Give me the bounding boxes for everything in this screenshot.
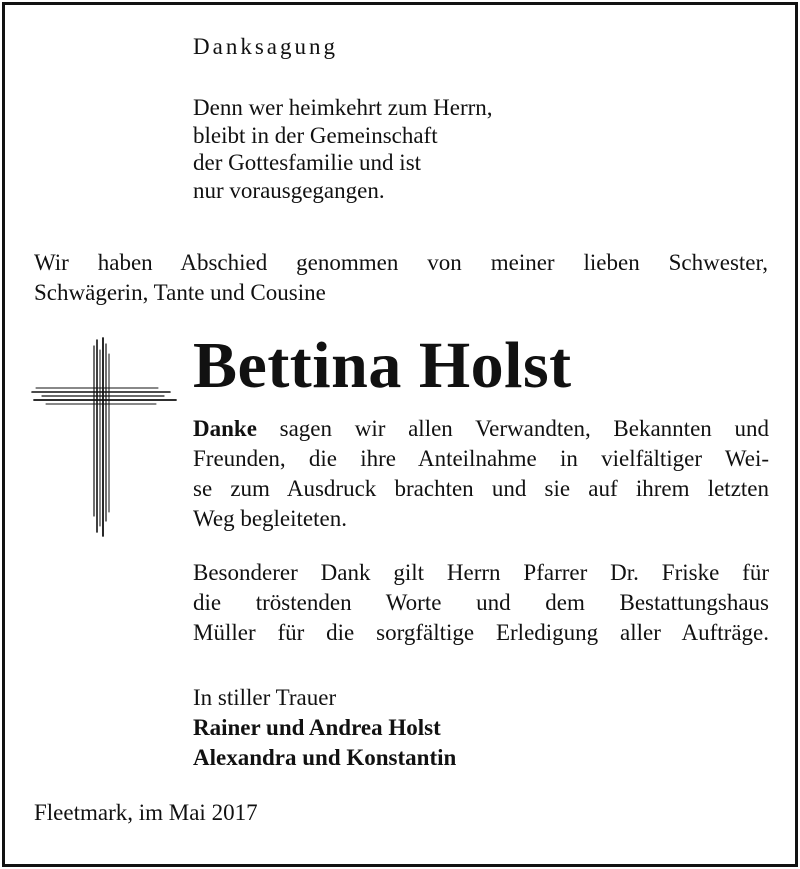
thanks-line: se zum Ausdruck brachten und sie auf ihrem letzten [193,476,769,501]
cross-icon [30,336,180,541]
special-thanks-paragraph [193,558,769,648]
verse-line: bleibt in der Gemeinschaft [193,122,438,148]
intro-text [34,248,768,308]
signoff-name: Alexandra und Konstantin [193,745,457,770]
thanks-line: Freunden, die ihre Anteilnahme in vielfältiger Wei- [193,446,769,471]
verse-line: nur vorausgegangen. [193,177,385,203]
place-date: Fleetmark, im Mai 2017 [34,800,258,825]
thanks-lead: Danke [193,416,257,441]
verse-line: Denn wer heimkehrt zum Herrn, [193,95,493,120]
intro-line: Schwägerin, Tante und Cousine [34,280,326,305]
special-thanks-line: Müller für die sorgfältige Erledigung aller Aufträge. [193,620,769,645]
notice-heading: Danksagung [193,34,338,59]
signoff [193,683,456,773]
deceased-name: Bettina Holst [193,329,572,402]
special-thanks-line: die tröstenden Worte und dem Bestattungshaus [193,590,769,615]
special-thanks-line: Besonderer Dank gilt Herrn Pfarrer Dr. Friske für [193,560,769,585]
signoff-name: Rainer und Andrea Holst [193,715,441,740]
thanks-line: Weg begleiteten. [193,506,347,531]
signoff-label: In stiller Trauer [193,685,337,710]
thanks-paragraph [193,414,769,534]
thanks-line-rest: sagen wir allen Verwandten, Bekannten und [256,416,769,441]
intro-line: Wir haben Abschied genommen von meiner lieben Schwester, [34,250,768,275]
thanks-line [193,414,769,444]
bible-verse [193,94,493,204]
verse-line: der Gottesfamilie und ist [193,150,422,175]
